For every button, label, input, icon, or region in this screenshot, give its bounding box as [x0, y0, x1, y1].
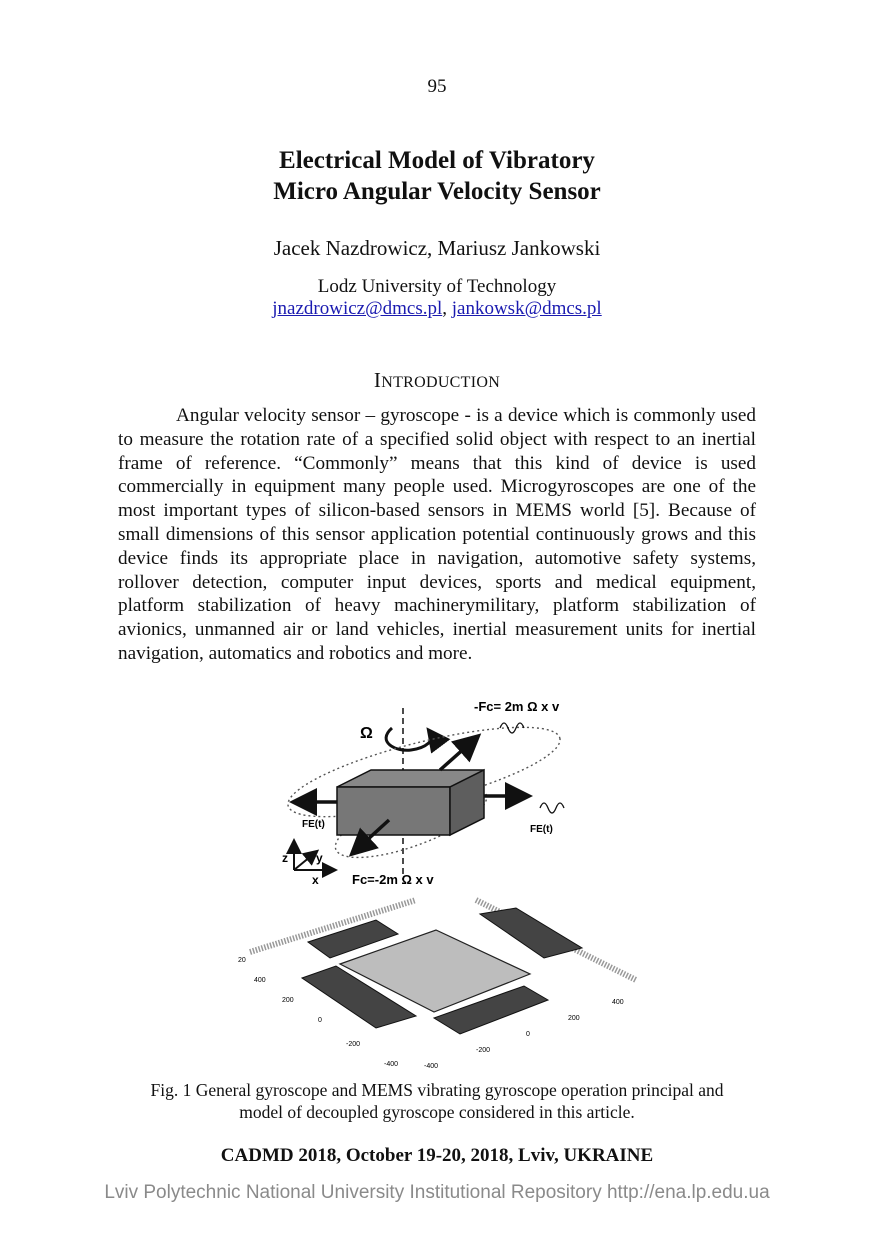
email-line [0, 298, 874, 320]
omega-label: Ω [360, 725, 373, 742]
affiliation: Lodz University of Technology [317, 276, 557, 297]
drive-force-left-label: FE(t) [302, 819, 325, 830]
drive-force-right-label: FE(t) [530, 824, 553, 835]
authors: Jacek Nazdrowicz, Mariusz Jankowski [273, 236, 601, 260]
axis-x-label: x [312, 873, 319, 887]
email-separator: , [442, 298, 452, 319]
gyroscope-figure [226, 690, 650, 1078]
email-link-1[interactable]: jnazdrowicz@dmcs.pl [272, 298, 443, 319]
section-heading [0, 368, 874, 393]
model-tick-label: 0 [318, 1017, 322, 1024]
omega-rotation-arrow [386, 728, 432, 750]
caption-line-1: Fig. 1 General gyroscope and MEMS vibrating gyroscope operation principal and [150, 1080, 724, 1100]
heading-rest: NTRODUCTION [381, 374, 501, 391]
model-tick-label: -200 [346, 1041, 361, 1048]
paper-title [0, 145, 874, 207]
coriolis-arrow-up [440, 738, 476, 770]
sine-wave-right-icon [540, 803, 564, 813]
axis-z-label: z [282, 851, 288, 865]
coriolis-top-label: -Fc= 2m Ω x v [474, 699, 560, 714]
mems-model [238, 900, 636, 1070]
model-tick-label: 0 [526, 1031, 530, 1038]
intro-paragraph: Angular velocity sensor – gyroscope - is a device which is commonly used to measure the rotation rate of a specified solid object with respect to an inertial frame of reference. “Commonly” means that this kind of device is used commercially in equipment many people used. Microgyroscopes are one of the most important types of silicon-based sensors in MEMS world [5]. Because of small dimensions of this sensor application potential continuously grows and this device finds its appropriate place in navigation, automotive safety systems, rollover detection, computer input devices, sports and medical equipment, platform stabilization of heavy machinerymilitary, platform stabilization of avionics, unmanned air or land vehicles, inertial measurement units for inertial navigation, automatics and robotics and more. [118, 405, 756, 664]
repository-footer: Lviv Polytechnic National University Institutional Repository http://ena.lp.edu.ua [104, 1182, 770, 1203]
conference-footer: CADMD 2018, October 19-20, 2018, Lviv, UKRAINE [220, 1145, 654, 1166]
model-tick-label: -200 [476, 1047, 491, 1054]
comb-drive-upper-right [480, 908, 582, 958]
affiliation-block [0, 276, 874, 320]
model-tick-label: 400 [612, 999, 624, 1006]
model-tick-label: 200 [568, 1015, 580, 1022]
title-line-2: Micro Angular Velocity Sensor [273, 178, 601, 205]
heading-first-letter: I [373, 368, 382, 392]
figure-caption [0, 1079, 874, 1123]
caption-line-2: model of decoupled gyroscope considered in this article. [239, 1102, 635, 1122]
model-tick-label: 200 [282, 997, 294, 1004]
model-tick-label: 20 [238, 957, 246, 964]
axis-y-line [294, 852, 316, 870]
email-link-2[interactable]: jankowsk@dmcs.pl [451, 298, 602, 319]
model-tick-label: -400 [424, 1063, 439, 1070]
page-number: 95 [427, 76, 447, 97]
axis-y-label: y [316, 851, 323, 865]
coriolis-bottom-label: Fc=-2m Ω x v [352, 872, 434, 887]
proof-mass-front [337, 787, 450, 835]
model-tick-label: -400 [384, 1061, 399, 1068]
model-tick-label: 400 [254, 977, 266, 984]
title-line-1: Electrical Model of Vibratory [279, 147, 595, 174]
